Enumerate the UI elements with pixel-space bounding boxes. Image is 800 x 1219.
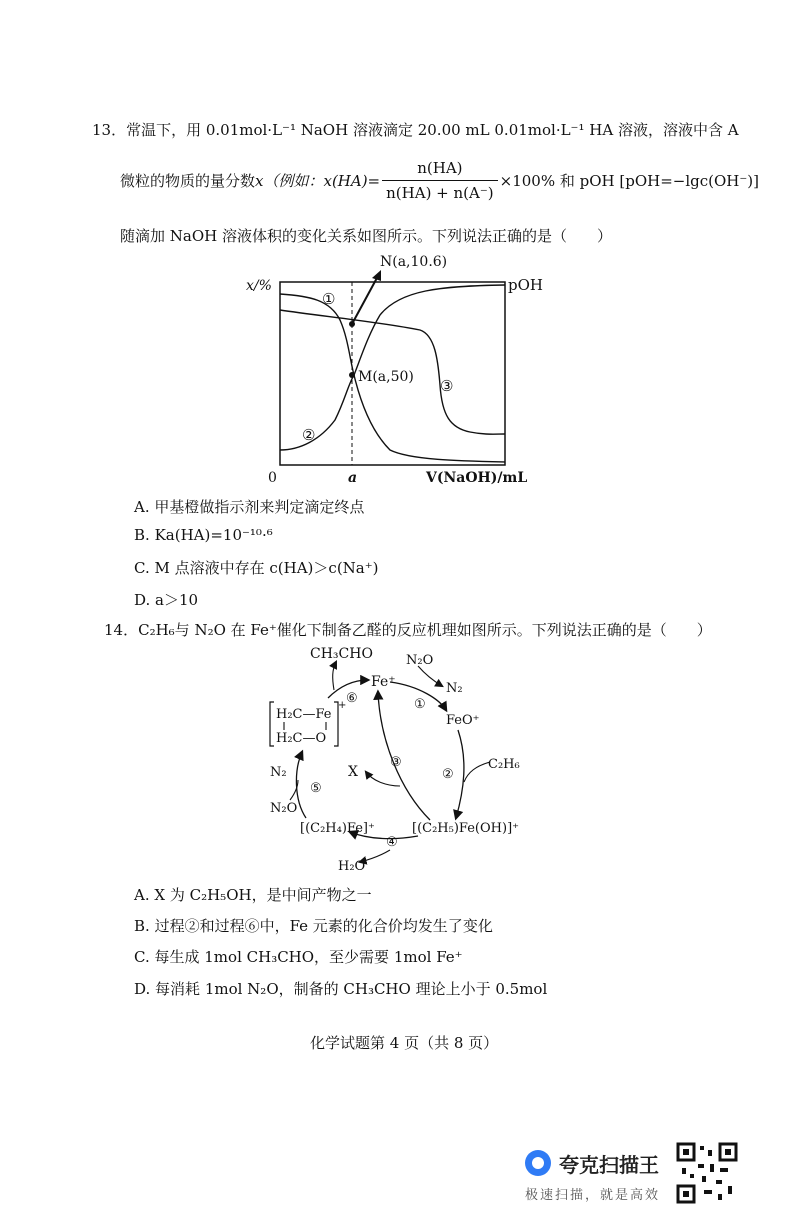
option-text: 甲基橙做指示剂来判定滴定终点 — [154, 498, 365, 516]
option-text: X 为 C₂H₅OH，是中间产物之一 — [154, 886, 372, 904]
curve-1-label: ① — [322, 290, 336, 308]
point-n-arrow — [352, 276, 378, 324]
label-c2h6: C₂H₆ — [488, 757, 520, 772]
q13-line1: 13．常温下，用 0.01mol·L⁻¹ NaOH 溶液滴定 20.00 mL 0.01mol·L⁻¹ HA 溶液，溶液中含 A — [92, 121, 739, 139]
q14-diagram — [250, 640, 570, 880]
step-6: ⑥ — [346, 691, 358, 706]
option-letter: D. — [134, 980, 151, 998]
label-n2-left: N₂ — [270, 765, 287, 780]
q13-line3: 随滴加 NaOH 溶液体积的变化关系如图所示。下列说法正确的是（ ） — [120, 227, 612, 245]
option-text: 过程②和过程⑥中，Fe 元素的化合价均发生了变化 — [154, 917, 493, 935]
option-letter: A. — [134, 498, 150, 516]
page-footer: 化学试题第 4 页（共 8 页） — [310, 1034, 499, 1052]
arrow-x-out — [366, 772, 400, 786]
bracket-left — [270, 702, 274, 746]
watermark-slogan: 极速扫描，就是高效 — [525, 1188, 661, 1203]
q13-line2 — [120, 158, 759, 203]
q14-option-c — [134, 946, 463, 967]
option-text: 每消耗 1mol N₂O，制备的 CH₃CHO 理论上小于 0.5mol — [155, 980, 548, 998]
label-x: X — [348, 764, 358, 780]
q14-option-b — [134, 915, 493, 936]
label-n2o-top: N₂O — [406, 653, 434, 668]
q13-frac-den: n(HA) + n(A⁻) — [386, 184, 494, 202]
arrow-head-icon — [372, 270, 381, 281]
option-letter: C. — [134, 559, 150, 577]
label-complex-bottom: H₂C—O — [276, 731, 327, 746]
q14-option-a — [134, 884, 372, 905]
label-h2o: H₂O — [338, 859, 366, 874]
arrow-step2 — [456, 730, 464, 818]
q13-line2-lead: 微粒的物质的量分数 — [120, 171, 256, 190]
watermark-brand — [525, 1148, 685, 1178]
point-n-label: N(a,10.6) — [380, 254, 448, 270]
label-feo-plus: FeO⁺ — [446, 713, 480, 728]
curve-3-label: ③ — [440, 377, 454, 395]
q13-fraction — [382, 158, 498, 203]
point-m-label: M(a,50) — [358, 369, 414, 385]
point-m-dot — [349, 372, 355, 378]
label-c2h4fe: [(C₂H₄)Fe]⁺ — [300, 821, 375, 836]
arrow-n2o-n2 — [418, 666, 442, 686]
q13-line2-eg: x（例如： — [255, 171, 324, 190]
graph-a-tick: a — [348, 470, 358, 486]
step-2: ② — [442, 767, 454, 782]
label-ch3cho: CH₃CHO — [310, 646, 373, 662]
q13-option-d — [134, 589, 198, 610]
q13-frac-num: n(HA) — [382, 158, 498, 181]
step-1: ① — [414, 697, 426, 712]
graph-x-label: V(NaOH)/mL — [426, 470, 528, 486]
step-3: ③ — [390, 755, 402, 770]
option-letter: B. — [134, 917, 150, 935]
option-text: a＞10 — [155, 591, 199, 609]
option-letter: B. — [134, 526, 150, 544]
option-letter: A. — [134, 886, 150, 904]
q13-formula-lhs: x(HA)= — [323, 171, 381, 190]
q13-option-c — [134, 557, 379, 578]
option-text: 每生成 1mol CH₃CHO，至少需要 1mol Fe⁺ — [154, 948, 463, 966]
label-complex-top: H₂C—Fe — [276, 707, 332, 722]
scanner-logo-icon — [525, 1150, 551, 1176]
arrow-ch3cho-out — [333, 662, 336, 690]
label-complex-charge: + — [338, 700, 347, 711]
step-4: ④ — [386, 835, 398, 850]
label-n2o-left: N₂O — [270, 801, 298, 816]
label-n2-top: N₂ — [446, 681, 463, 696]
option-text: Ka(HA)=10⁻¹⁰·⁶ — [154, 526, 273, 544]
qr-code-icon — [676, 1142, 738, 1204]
step-5: ⑤ — [310, 781, 322, 796]
q13-graph — [240, 250, 560, 490]
q14-option-d — [134, 978, 547, 999]
graph-origin: 0 — [268, 470, 277, 486]
watermark-brand-name: 夸克扫描王 — [559, 1152, 659, 1177]
label-fe-plus: Fe⁺ — [371, 674, 396, 690]
option-letter: C. — [134, 948, 150, 966]
curve-2-label: ② — [302, 426, 316, 444]
q13-formula-tail: ×100% 和 pOH [pOH=−lgc(OH⁻)] — [499, 171, 759, 190]
q14-line1: 14．C₂H₆与 N₂O 在 Fe⁺催化下制备乙醛的反应机理如图所示。下列说法正确的是（ ） — [104, 621, 712, 639]
option-text: M 点溶液中存在 c(HA)＞c(Na⁺) — [154, 559, 379, 577]
arrow-c2h6-in — [464, 762, 490, 782]
graph-y-label-right: pOH — [508, 276, 543, 294]
option-letter: D. — [134, 591, 151, 609]
label-c2h5feoh: [(C₂H₅)Fe(OH)]⁺ — [412, 821, 519, 836]
graph-y-label: x/% — [246, 278, 272, 294]
q13-option-b — [134, 526, 273, 544]
q13-option-a — [134, 496, 364, 517]
